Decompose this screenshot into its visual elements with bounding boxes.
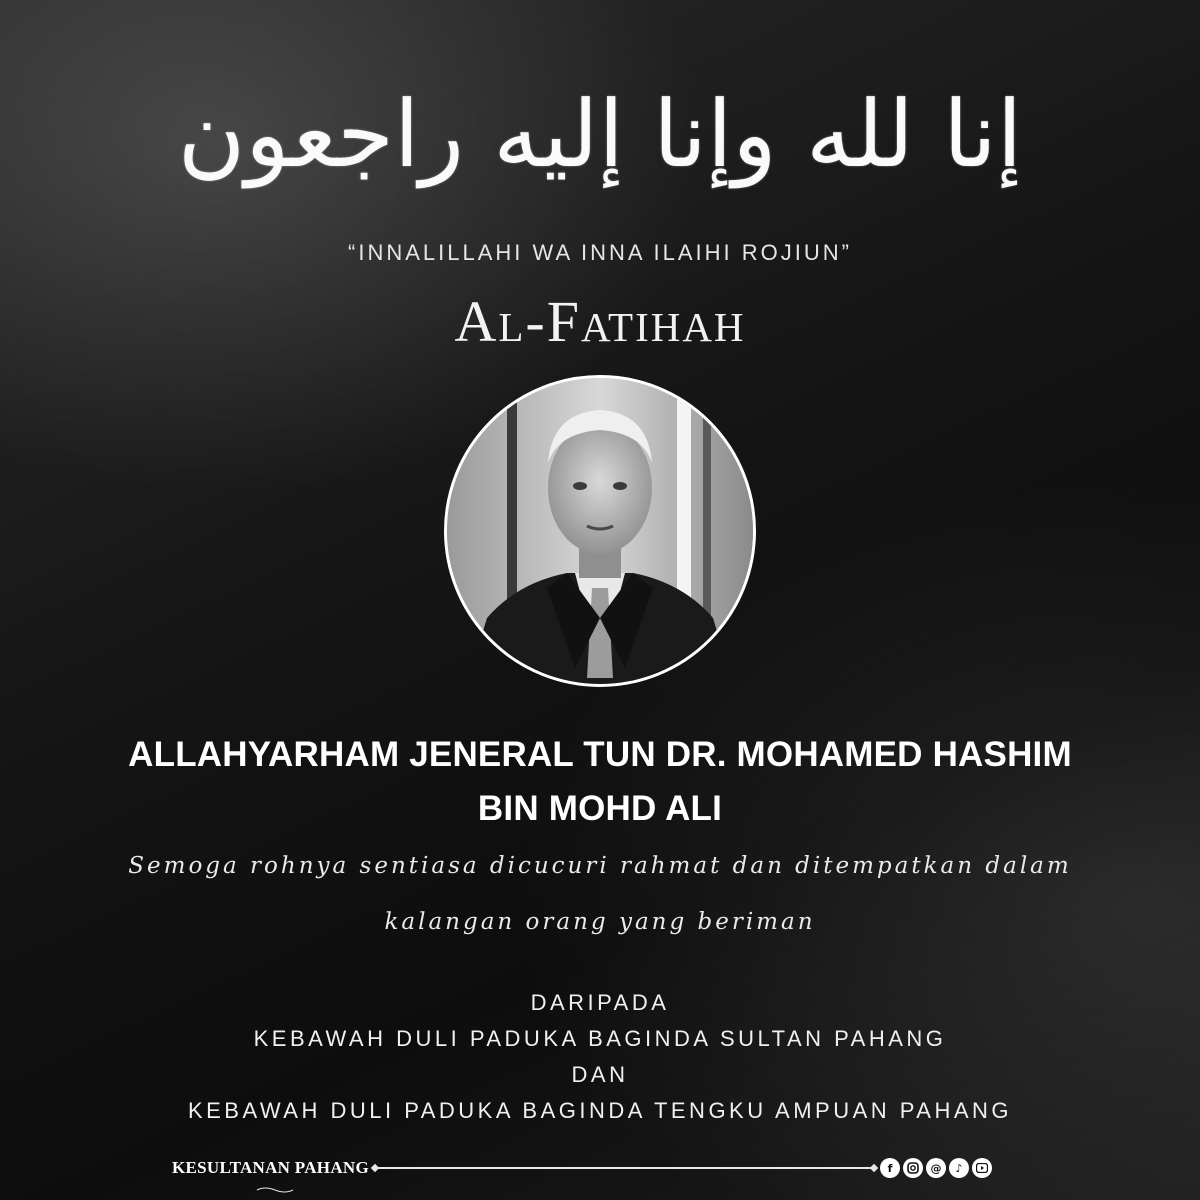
threads-icon[interactable]: @ (926, 1158, 946, 1178)
from-sultan: KEBAWAH DULI PADUKA BAGINDA SULTAN PAHANG (253, 1026, 947, 1051)
brand-flourish (255, 1186, 295, 1194)
social-links (880, 1158, 992, 1178)
footer-divider (375, 1167, 874, 1169)
portrait-illustration (447, 378, 753, 684)
from-block (0, 985, 1200, 1129)
facebook-icon[interactable]: f (880, 1158, 900, 1178)
brand-name: KESULTANAN PAHANG (172, 1158, 370, 1177)
name-line-2: BIN MOHD ALI (477, 789, 723, 828)
tiktok-icon[interactable]: ♪ (949, 1158, 969, 1178)
from-label: DARIPADA (530, 990, 670, 1015)
arabic-calligraphy: إنا لله وإنا إليه راجعون (177, 81, 1023, 188)
instagram-icon[interactable] (903, 1158, 923, 1178)
from-tengku-ampuan: KEBAWAH DULI PADUKA BAGINDA TENGKU AMPUAN PAHANG (187, 1098, 1013, 1123)
from-conjunction: DAN (571, 1062, 629, 1087)
transliteration-text: “INNALILLAHI WA INNA ILAIHI ROJIUN” (348, 240, 852, 265)
deceased-name (0, 728, 1200, 836)
prayer-line-1: Semoga rohnya sentiasa dicucuri rahmat dan ditempatkan dalam (128, 853, 1072, 879)
name-line-1: ALLAHYARHAM JENERAL TUN DR. MOHAMED HASHIM (128, 735, 1072, 774)
prayer-text (0, 838, 1200, 950)
al-fatihah-heading: Al-Fatihah (454, 289, 746, 354)
portrait-photo (444, 375, 756, 687)
youtube-icon[interactable] (972, 1158, 992, 1178)
footer-bar (172, 1152, 992, 1184)
prayer-line-2: kalangan orang yang beriman (384, 909, 816, 935)
